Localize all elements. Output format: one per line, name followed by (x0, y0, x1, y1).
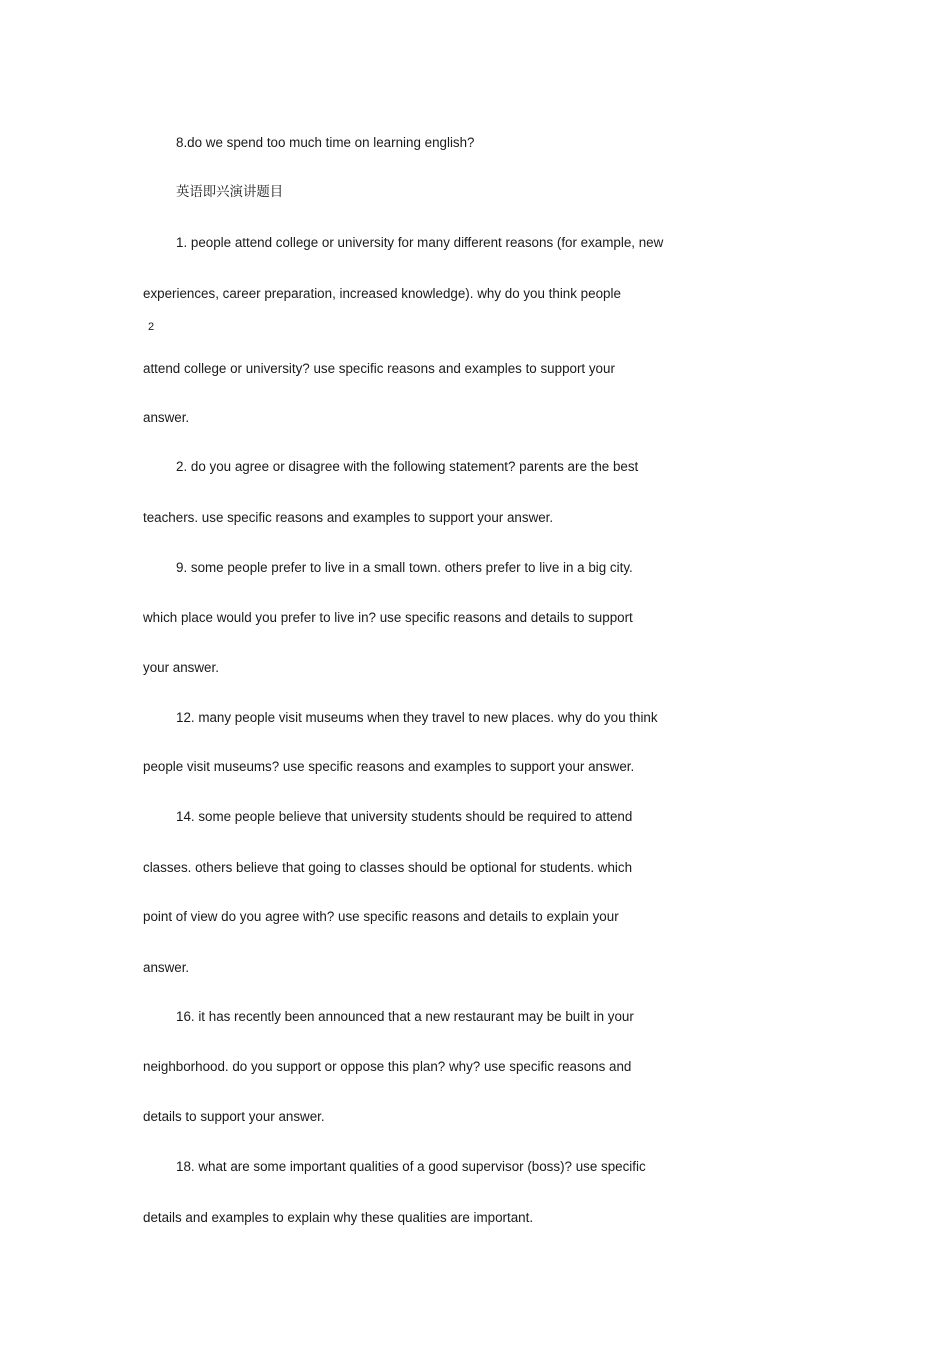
question-16-line-1: 16. it has recently been announced that a new restaurant may be built in your (176, 1009, 634, 1024)
question-9-line-3: your answer. (143, 660, 219, 675)
question-12-line-1: 12. many people visit museums when they travel to new places. why do you think (176, 710, 658, 725)
question-18-line-2: details and examples to explain why these qualities are important. (143, 1210, 534, 1225)
question-12-line-2: people visit museums? use specific reasons and examples to support your answer. (143, 759, 635, 774)
question-1-line-3: attend college or university? use specific reasons and examples to support your (143, 361, 615, 376)
question-1-line-4: answer. (143, 410, 190, 425)
question-14-line-3: point of view do you agree with? use specific reasons and details to explain your (143, 909, 619, 924)
question-9-line-2: which place would you prefer to live in? use specific reasons and details to support (143, 610, 633, 625)
question-1-line-1: 1. people attend college or university for many different reasons (for example, new (176, 235, 664, 250)
question-2-line-2: teachers. use specific reasons and examples to support your answer. (143, 510, 554, 525)
section-heading: 英语即兴演讲题目 (176, 185, 284, 200)
question-1-line-2: experiences, career preparation, increased knowledge). why do you think people (143, 286, 621, 301)
question-9-line-1: 9. some people prefer to live in a small town. others prefer to live in a big city. (176, 560, 633, 575)
question-14-line-2: classes. others believe that going to classes should be optional for students. which (143, 860, 633, 875)
question-14-line-4: answer. (143, 960, 190, 975)
question-16-line-2: neighborhood. do you support or oppose this plan? why? use specific reasons and (143, 1059, 632, 1074)
question-16-line-3: details to support your answer. (143, 1109, 325, 1124)
question-14-line-1: 14. some people believe that university students should be required to attend (176, 809, 633, 824)
question-18-line-1: 18. what are some important qualities of a good supervisor (boss)? use specific (176, 1159, 646, 1174)
page-number: 2 (148, 321, 155, 333)
question-2-line-1: 2. do you agree or disagree with the following statement? parents are the best (176, 459, 639, 474)
question-8-line-1: 8.do we spend too much time on learning english? (176, 135, 475, 150)
